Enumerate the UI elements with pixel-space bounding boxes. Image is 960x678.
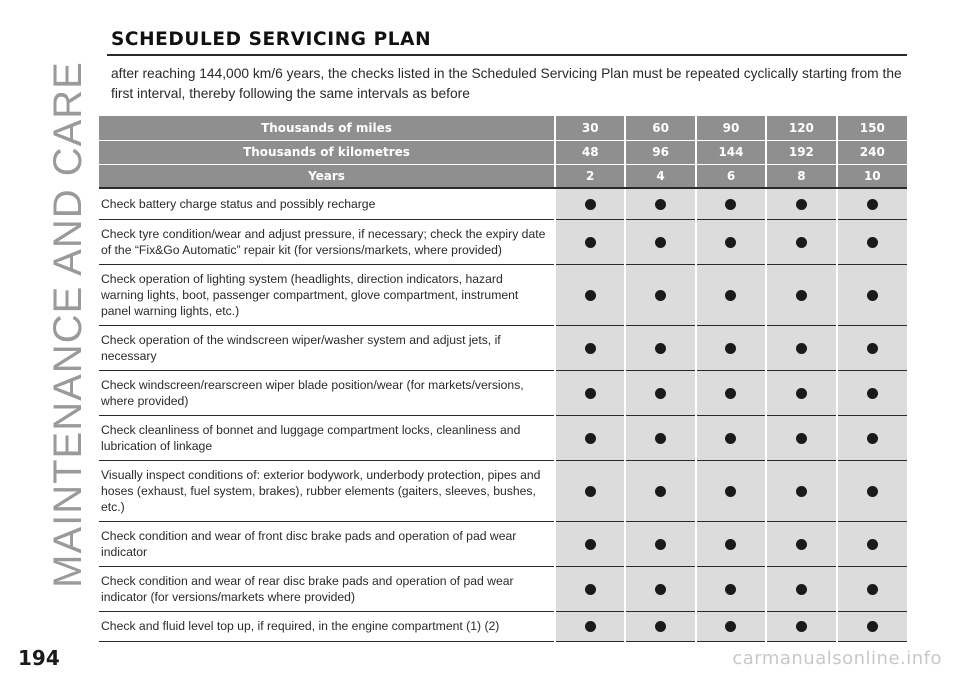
header-interval-value: 2 [555,164,625,188]
check-description: Visually inspect conditions of: exterior bodywork, underbody protection, pipes and hoses (exhaust, fuel system, brakes), rubber elements (gaiters, sleeves, bushes, etc.) [99,460,555,521]
check-description: Check battery charge status and possibly recharge [99,188,555,219]
header-interval-value: 4 [625,164,695,188]
table-row [99,415,907,460]
header-interval-value: 90 [696,116,766,140]
bullet-dot-icon [585,343,596,354]
header-label: Years [99,164,555,188]
interval-mark-cell [625,415,695,460]
bullet-dot-icon [585,237,596,248]
bullet-dot-icon [585,486,596,497]
header-interval-value: 192 [766,140,836,164]
interval-mark-cell [766,264,836,325]
interval-mark-cell [766,521,836,566]
table-row [99,460,907,521]
header-row [99,164,907,188]
interval-mark-cell [555,611,625,641]
servicing-plan-body [99,116,907,641]
intro-paragraph: after reaching 144,000 km/6 years, the checks listed in the Scheduled Servicing Plan must be repeated cyclically starting from the first interval, thereby following the same intervals as before [111,66,902,101]
interval-mark-cell [625,188,695,219]
header-row [99,116,907,140]
interval-mark-cell [837,219,907,264]
table-row [99,219,907,264]
bullet-dot-icon [796,388,807,399]
bullet-dot-icon [796,486,807,497]
bullet-dot-icon [867,343,878,354]
bullet-dot-icon [585,621,596,632]
check-description: Check tyre condition/wear and adjust pressure, if necessary; check the expiry date of the “Fix&Go Automatic” repair kit (for versions/markets, where provided) [99,219,555,264]
interval-mark-cell [555,370,625,415]
bullet-dot-icon [725,539,736,550]
bullet-dot-icon [725,290,736,301]
interval-mark-cell [696,325,766,370]
bullet-dot-icon [867,433,878,444]
table-row [99,521,907,566]
bullet-dot-icon [585,199,596,210]
check-description: Check windscreen/rearscreen wiper blade position/wear (for markets/versions, where provided) [99,370,555,415]
bullet-dot-icon [867,539,878,550]
header-interval-value: 30 [555,116,625,140]
header-interval-value: 150 [837,116,907,140]
interval-mark-cell [696,264,766,325]
check-description: Check condition and wear of front disc brake pads and operation of pad wear indicator [99,521,555,566]
interval-mark-cell [766,188,836,219]
table-row [99,566,907,611]
interval-mark-cell [837,264,907,325]
bullet-dot-icon [796,237,807,248]
bullet-dot-icon [867,199,878,210]
interval-mark-cell [696,370,766,415]
header-interval-value: 144 [696,140,766,164]
bullet-dot-icon [655,388,666,399]
section-title: SCHEDULED SERVICING PLAN [111,29,432,50]
bullet-dot-icon [655,433,666,444]
header-interval-value: 8 [766,164,836,188]
bullet-dot-icon [867,621,878,632]
bullet-dot-icon [725,388,736,399]
side-tab-label: MAINTENANCE AND CARE [45,60,90,588]
header-row [99,140,907,164]
check-description: Check operation of lighting system (headlights, direction indicators, hazard warning lights, boot, passenger compartment, glove compartment, instrument panel warning lights, etc.) [99,264,555,325]
header-label: Thousands of kilometres [99,140,555,164]
page-content [99,28,907,104]
interval-mark-cell [696,521,766,566]
interval-mark-cell [766,219,836,264]
table-row [99,370,907,415]
bullet-dot-icon [796,290,807,301]
bullet-dot-icon [867,584,878,595]
interval-mark-cell [555,415,625,460]
interval-mark-cell [837,415,907,460]
interval-mark-cell [766,325,836,370]
bullet-dot-icon [585,388,596,399]
interval-mark-cell [837,521,907,566]
bullet-dot-icon [867,237,878,248]
header-interval-value: 96 [625,140,695,164]
page-number: 194 [18,646,60,670]
bullet-dot-icon [585,433,596,444]
bullet-dot-icon [655,584,666,595]
servicing-plan-table [99,116,907,642]
title-divider [107,54,907,56]
bullet-dot-icon [725,199,736,210]
interval-mark-cell [625,521,695,566]
table-row [99,325,907,370]
bullet-dot-icon [655,539,666,550]
bullet-dot-icon [796,584,807,595]
interval-mark-cell [625,325,695,370]
bullet-dot-icon [867,290,878,301]
interval-mark-cell [555,219,625,264]
interval-mark-cell [555,325,625,370]
interval-mark-cell [625,611,695,641]
interval-mark-cell [766,370,836,415]
interval-mark-cell [555,521,625,566]
bullet-dot-icon [655,343,666,354]
bullet-dot-icon [725,343,736,354]
interval-mark-cell [555,264,625,325]
check-description: Check cleanliness of bonnet and luggage compartment locks, cleanliness and lubrication of linkage [99,415,555,460]
bullet-dot-icon [585,290,596,301]
interval-mark-cell [837,566,907,611]
bullet-dot-icon [655,237,666,248]
check-description: Check condition and wear of rear disc brake pads and operation of pad wear indicator (for versions/markets where provided) [99,566,555,611]
interval-mark-cell [837,460,907,521]
interval-mark-cell [625,566,695,611]
interval-mark-cell [555,566,625,611]
bullet-dot-icon [725,621,736,632]
interval-mark-cell [766,460,836,521]
interval-mark-cell [696,460,766,521]
bullet-dot-icon [585,584,596,595]
bullet-dot-icon [585,539,596,550]
interval-mark-cell [625,264,695,325]
header-interval-value: 60 [625,116,695,140]
interval-mark-cell [837,188,907,219]
header-interval-value: 6 [696,164,766,188]
bullet-dot-icon [796,621,807,632]
bullet-dot-icon [725,237,736,248]
check-description: Check and fluid level top up, if required, in the engine compartment (1) (2) [99,611,555,641]
interval-mark-cell [837,611,907,641]
bullet-dot-icon [655,199,666,210]
interval-mark-cell [696,415,766,460]
bullet-dot-icon [655,621,666,632]
header-interval-value: 10 [837,164,907,188]
interval-mark-cell [696,188,766,219]
bullet-dot-icon [655,486,666,497]
bullet-dot-icon [725,486,736,497]
interval-mark-cell [766,566,836,611]
interval-mark-cell [837,370,907,415]
bullet-dot-icon [655,290,666,301]
interval-mark-cell [766,611,836,641]
interval-mark-cell [837,325,907,370]
table-row [99,188,907,219]
interval-mark-cell [555,460,625,521]
interval-mark-cell [696,611,766,641]
interval-mark-cell [766,415,836,460]
header-label: Thousands of miles [99,116,555,140]
header-interval-value: 240 [837,140,907,164]
bullet-dot-icon [796,343,807,354]
bullet-dot-icon [796,199,807,210]
check-description: Check operation of the windscreen wiper/washer system and adjust jets, if necessary [99,325,555,370]
bullet-dot-icon [796,433,807,444]
header-interval-value: 48 [555,140,625,164]
bullet-dot-icon [867,388,878,399]
interval-mark-cell [696,566,766,611]
bullet-dot-icon [867,486,878,497]
bullet-dot-icon [725,584,736,595]
interval-mark-cell [625,460,695,521]
bullet-dot-icon [725,433,736,444]
header-interval-value: 120 [766,116,836,140]
interval-mark-cell [555,188,625,219]
section-side-tab [38,18,98,630]
table-row [99,611,907,641]
table-row [99,264,907,325]
interval-mark-cell [625,219,695,264]
interval-mark-cell [696,219,766,264]
watermark: carmanualsonline.info [732,648,942,669]
interval-mark-cell [625,370,695,415]
bullet-dot-icon [796,539,807,550]
